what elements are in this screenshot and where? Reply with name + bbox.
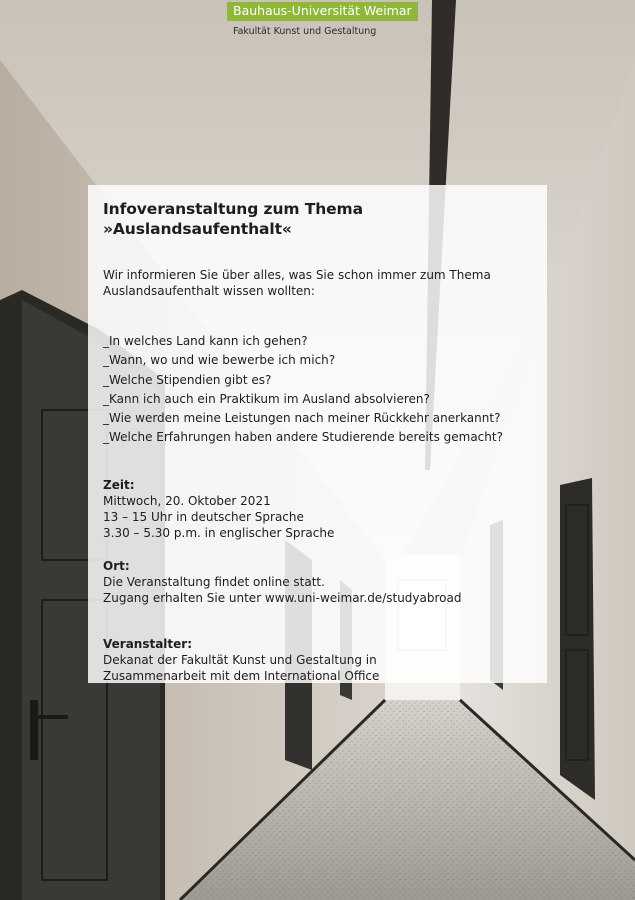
organizer-line: Zusammenarbeit mit dem International Office [103, 668, 380, 683]
time-german: 13 – 15 Uhr in deutscher Sprache [103, 509, 304, 524]
organizer-line: Dekanat der Fakultät Kunst und Gestaltung in [103, 652, 377, 667]
list-item: _In welches Land kann ich gehen? [103, 334, 308, 348]
time-english: 3.30 – 5.30 p.m. in englischer Sprache [103, 525, 335, 540]
page-title: Infoveranstaltung zum Thema »Auslandsaufenthalt« [103, 200, 363, 238]
list-item: _Welche Stipendien gibt es? [103, 372, 272, 387]
time-label: Zeit: [103, 477, 135, 492]
list-item: _Kann ich auch ein Praktikum im Ausland absolvieren? [103, 391, 430, 406]
location-label: Ort: [103, 558, 130, 573]
list-item: _Welche Erfahrungen haben andere Studierende bereits gemacht? [103, 430, 503, 445]
question-list [103, 332, 532, 448]
intro-line: Wir informieren Sie über alles, was Sie schon immer zum Thema [103, 268, 491, 282]
faculty-name: Fakultät Kunst und Gestaltung [233, 26, 377, 37]
organizer-section [103, 636, 532, 684]
intro-text [103, 267, 532, 299]
time-section [103, 477, 532, 541]
time-date: Mittwoch, 20. Oktober 2021 [103, 493, 271, 508]
university-logo: Bauhaus-Universität Weimar [227, 2, 418, 21]
list-item: _Wie werden meine Leistungen nach meiner Rückkehr anerkannt? [103, 411, 501, 426]
location-access-link[interactable]: Zugang erhalten Sie unter www.uni-weimar.de/studyabroad [103, 590, 462, 605]
header [227, 0, 418, 37]
intro-line: Auslandsaufenthalt wissen wollten: [103, 284, 315, 298]
info-card [88, 185, 547, 683]
list-item: _Wann, wo und wie bewerbe ich mich? [103, 353, 336, 368]
location-section [103, 558, 532, 606]
location-online: Die Veranstaltung findet online statt. [103, 574, 325, 589]
organizer-label: Veranstalter: [103, 636, 193, 651]
